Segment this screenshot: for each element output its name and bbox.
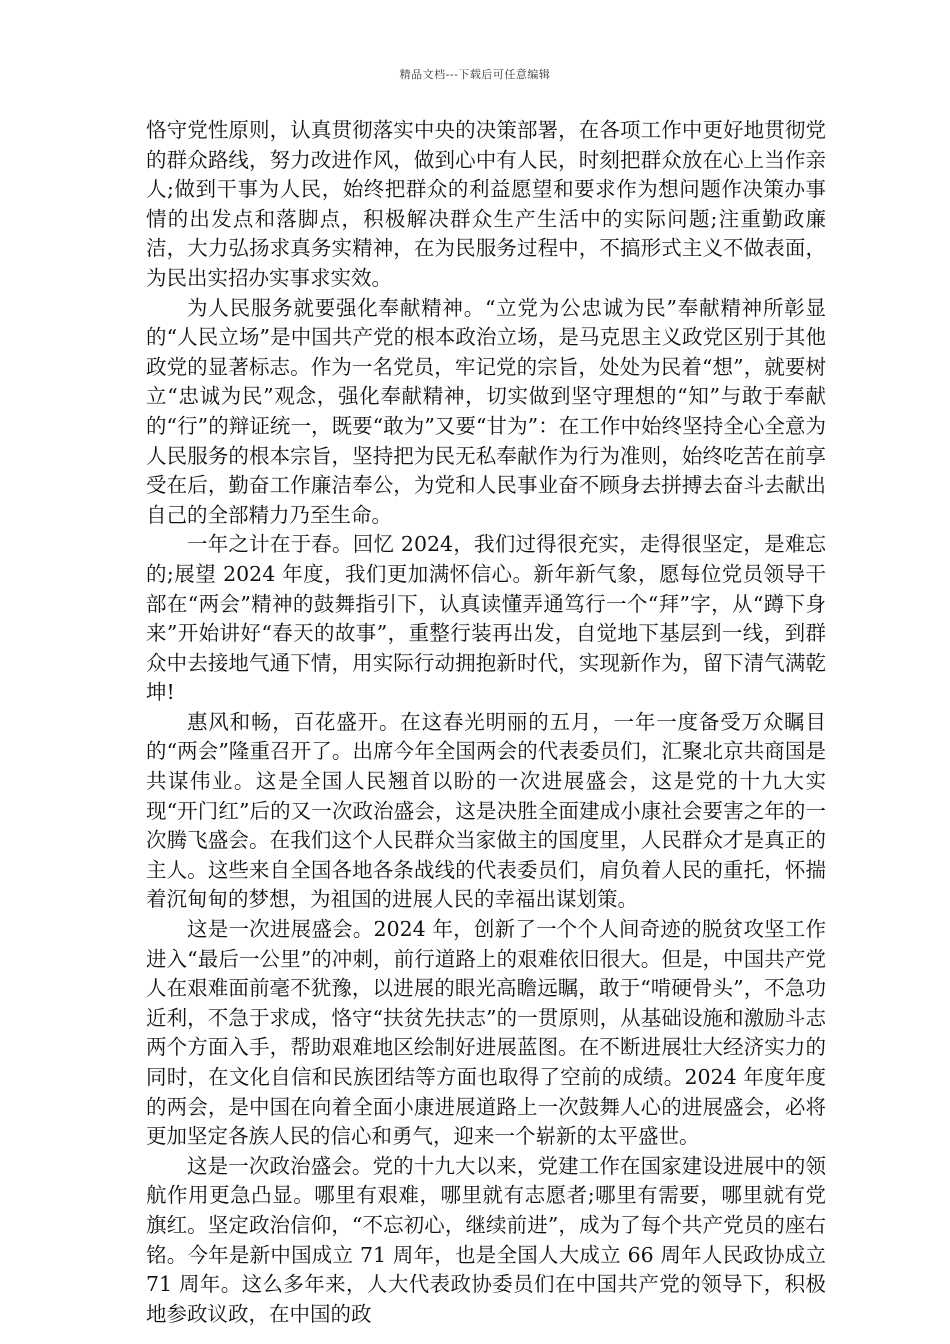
paragraph-political-meeting: 这是一次政治盛会。党的十九大以来，党建工作在国家建设进展中的领航作用更急凸显。哪里有艰难，哪里就有志愿者;哪里有需要，哪里就有党旗红。坚定政治信仰，“不忘初心，继续前进”，成为了每个共产党员的座右铭。今年是新中国成立 71 周年，也是全国人大成立 66 周年人民政协成立 71 周年。这么多年来，人大代表政协委员们在中国共产党的领导下，积极地参政议政，在中国的政	[146, 1153, 826, 1326]
paragraph-new-year: 一年之计在于春。回忆 2024，我们过得很充实，走得很坚定，是难忘的;展望 2024 年度，我们更加满怀信心。新年新气象，愿每位党员领导干部在“两会”精神的鼓舞指引下，认真读懂弄通笃行一个“拜”字，从“蹲下身来”开始讲好“春天的故事”，重整行装再出发，自觉地下基层到一线，到群众中去接地气通下情，用实际行动拥抱新时代，实现新作为，留下清气满乾坤!	[146, 532, 826, 705]
paragraph-dedication: 为人民服务就要强化奉献精神。“立党为公忠诚为民”奉献精神所彰显的“人民立场”是中国共产党的根本政治立场，是马克思主义政党区别于其他政党的显著标志。作为一名党员，牢记党的宗旨，处处为民着“想”，就要树立“忠诚为民”观念，强化奉献精神，切实做到坚守理想的“知”与敢于奉献的“行”的辩证统一，既要“敢为”又要“甘为”：在工作中始终坚持全心全意为人民服务的根本宗旨，坚持把为民无私奉献作为行为准则，始终吃苦在前享受在后，勤奋工作廉洁奉公，为党和人民事业奋不顾身去拼搏去奋斗去献出自己的全部精力乃至生命。	[146, 295, 826, 527]
paragraph-two-sessions: 惠风和畅，百花盛开。在这春光明丽的五月，一年一度备受万众瞩目的“两会”隆重召开了。出席今年全国两会的代表委员们，汇聚北京共商国是共谋伟业。这是全国人民翘首以盼的一次进展盛会，这是党的十九大实现“开门红”后的又一次政治盛会，这是决胜全面建成小康社会要害之年的一次腾飞盛会。在我们这个人民群众当家做主的国度里，人民群众才是真正的主人。这些来自全国各地各条战线的代表委员们，肩负着人民的重托，怀揣着沉甸甸的梦想，为祖国的进展人民的幸福出谋划策。	[146, 709, 826, 912]
page-header: 精品文档---下载后可任意编辑	[399, 68, 551, 81]
paragraph-development-meeting: 这是一次进展盛会。2024 年，创新了一个个人间奇迹的脱贫攻坚工作进入“最后一公里”的冲刺，前行道路上的艰难依旧很大。但是，中国共产党人在艰难面前毫不犹豫，以进展的眼光高瞻远瞩，敢于“啃硬骨头”，不急功近利，不急于求成，恪守“扶贫先扶志”的一贯原则，从基础设施和激励斗志两个方面入手，帮助艰难地区绘制好进展蓝图。在不断进展壮大经济实力的同时，在文化自信和民族团结等方面也取得了空前的成绩。2024 年度年度的两会，是中国在向着全面小康进展道路上一次鼓舞人心的进展盛会，必将更加坚定各族人民的信心和勇气，迎来一个崭新的太平盛世。	[146, 917, 826, 1149]
paragraph-continuation: 恪守党性原则，认真贯彻落实中央的决策部署，在各项工作中更好地贯彻党的群众路线，努力改进作风，做到心中有人民，时刻把群众放在心上当作亲人;做到干事为人民，始终把群众的利益愿望和要求作为想问题作决策办事情的出发点和落脚点，积极解决群众生产生活中的实际问题;注重勤政廉洁，大力弘扬求真务实精神，在为民服务过程中，不搞形式主义不做表面，为民出实招办实事求实效。	[146, 118, 826, 290]
document-body	[146, 116, 826, 1329]
